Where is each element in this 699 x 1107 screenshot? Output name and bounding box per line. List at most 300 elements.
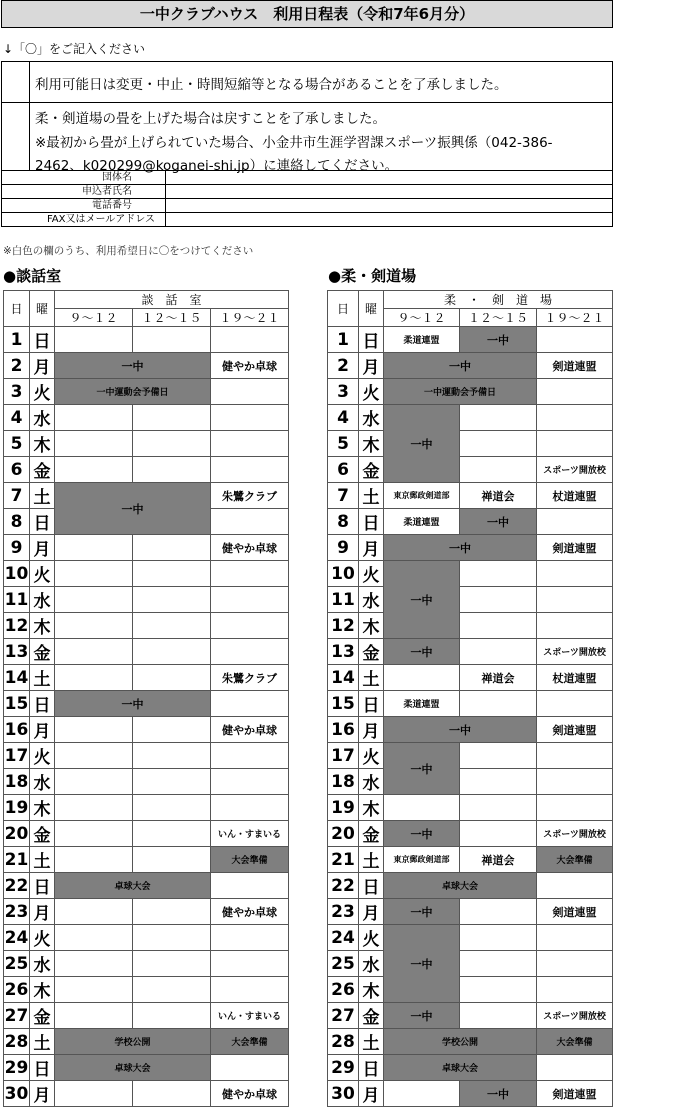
day-number: 24 <box>4 925 30 951</box>
schedule-row <box>328 951 613 977</box>
slot-cell[interactable] <box>55 769 133 795</box>
schedule-row <box>4 483 289 509</box>
slot-cell[interactable] <box>55 665 133 691</box>
booking-cell: 柔道連盟 <box>384 691 460 717</box>
slot-cell[interactable] <box>537 977 613 1003</box>
slot-cell[interactable] <box>537 327 613 353</box>
slot-cell[interactable] <box>537 587 613 613</box>
booking-cell: 健やか卓球 <box>211 1081 289 1107</box>
day-number: 3 <box>4 379 30 405</box>
slot-cell[interactable] <box>133 795 211 821</box>
schedule-row <box>328 873 613 899</box>
day-number: 4 <box>4 405 30 431</box>
day-of-week: 水 <box>30 769 55 795</box>
booking-cell: 一中 <box>55 353 211 379</box>
slot-cell[interactable] <box>133 1003 211 1029</box>
slot-cell[interactable] <box>211 639 289 665</box>
day-of-week: 日 <box>359 873 384 899</box>
day-number: 15 <box>4 691 30 717</box>
slot-cell[interactable] <box>55 327 133 353</box>
day-number: 6 <box>328 457 359 483</box>
day-number: 17 <box>328 743 359 769</box>
header-slot: １２～１５ <box>133 309 211 327</box>
day-number: 9 <box>328 535 359 561</box>
section-title-judo: ●柔・剣道場 <box>328 267 417 285</box>
day-number: 14 <box>328 665 359 691</box>
schedule-row <box>4 899 289 925</box>
day-of-week: 木 <box>30 795 55 821</box>
slot-cell[interactable] <box>211 873 289 899</box>
slot-cell[interactable] <box>211 925 289 951</box>
slot-cell[interactable] <box>460 951 537 977</box>
header-slot: ９～１２ <box>55 309 133 327</box>
booking-cell: 禅道会 <box>460 483 537 509</box>
day-of-week: 日 <box>359 509 384 535</box>
slot-cell[interactable] <box>55 405 133 431</box>
schedule-row <box>328 353 613 379</box>
acknowledgement-line-4: 2462、k020299@koganei-shi.jp）に連絡してください。 <box>35 158 399 174</box>
day-number: 21 <box>4 847 30 873</box>
schedule-row <box>328 327 613 353</box>
schedule-row <box>328 977 613 1003</box>
slot-cell[interactable] <box>537 405 613 431</box>
slot-cell[interactable] <box>133 535 211 561</box>
slot-cell[interactable] <box>211 977 289 1003</box>
booking-cell: 一中 <box>384 821 460 847</box>
slot-cell[interactable] <box>55 561 133 587</box>
slot-cell[interactable] <box>460 1003 537 1029</box>
day-number: 16 <box>328 717 359 743</box>
schedule-row <box>4 665 289 691</box>
booking-cell: 健やか卓球 <box>211 353 289 379</box>
day-of-week: 土 <box>30 1029 55 1055</box>
schedule-row <box>4 379 289 405</box>
slot-cell[interactable] <box>460 795 537 821</box>
day-of-week: 土 <box>359 665 384 691</box>
day-of-week: 水 <box>359 951 384 977</box>
day-number: 26 <box>4 977 30 1003</box>
booking-cell: 東京郵政剣道部 <box>384 847 460 873</box>
schedule-row <box>4 769 289 795</box>
slot-cell[interactable] <box>133 665 211 691</box>
schedule-row <box>328 405 613 431</box>
booking-cell: 大会準備 <box>537 847 613 873</box>
booking-cell: 一中 <box>460 509 537 535</box>
acknowledgement-check-2[interactable] <box>2 103 30 170</box>
day-of-week: 日 <box>359 327 384 353</box>
slot-cell[interactable] <box>211 587 289 613</box>
phone-field[interactable] <box>166 199 613 213</box>
schedule-row <box>4 1029 289 1055</box>
header-slot: １９～２１ <box>211 309 289 327</box>
day-of-week: 火 <box>30 743 55 769</box>
day-number: 7 <box>328 483 359 509</box>
day-of-week: 火 <box>359 561 384 587</box>
day-number: 22 <box>328 873 359 899</box>
slot-cell[interactable] <box>460 977 537 1003</box>
day-of-week: 火 <box>30 379 55 405</box>
slot-cell[interactable] <box>133 1081 211 1107</box>
slot-cell[interactable] <box>55 431 133 457</box>
schedule-row <box>4 327 289 353</box>
day-number: 8 <box>4 509 30 535</box>
header-room: 談 話 室 <box>55 291 289 309</box>
booking-cell: スポーツ開放校 <box>537 639 613 665</box>
day-of-week: 水 <box>359 405 384 431</box>
org-name-field[interactable] <box>166 171 613 185</box>
day-of-week: 金 <box>359 457 384 483</box>
schedule-row <box>4 353 289 379</box>
fax-email-field[interactable] <box>166 213 613 227</box>
page-title: 一中クラブハウス 利用日程表（令和7年6月分） <box>1 0 613 28</box>
slot-cell[interactable] <box>211 509 289 535</box>
booking-cell: スポーツ開放校 <box>537 821 613 847</box>
booking-cell: 卓球大会 <box>384 873 537 899</box>
slot-cell[interactable] <box>460 561 537 587</box>
day-number: 26 <box>328 977 359 1003</box>
schedule-row <box>4 821 289 847</box>
slot-cell[interactable] <box>537 561 613 587</box>
slot-cell[interactable] <box>460 925 537 951</box>
day-number: 5 <box>4 431 30 457</box>
slot-cell[interactable] <box>55 743 133 769</box>
phone-label: 電話番号 <box>2 199 166 213</box>
slot-cell[interactable] <box>384 1081 460 1107</box>
day-number: 1 <box>328 327 359 353</box>
slot-cell[interactable] <box>133 431 211 457</box>
schedule-row <box>4 639 289 665</box>
booking-cell: 大会準備 <box>537 1029 613 1055</box>
slot-cell[interactable] <box>55 795 133 821</box>
slot-cell[interactable] <box>384 665 460 691</box>
booking-cell: 剣道連盟 <box>537 899 613 925</box>
slot-cell[interactable] <box>460 405 537 431</box>
schedule-row <box>328 613 613 639</box>
slot-cell[interactable] <box>55 1081 133 1107</box>
day-of-week: 木 <box>359 795 384 821</box>
booking-cell: 大会準備 <box>211 847 289 873</box>
day-of-week: 金 <box>30 821 55 847</box>
schedule-row <box>328 717 613 743</box>
slot-cell[interactable] <box>460 639 537 665</box>
schedule-row <box>4 691 289 717</box>
slot-cell[interactable] <box>460 587 537 613</box>
day-of-week: 木 <box>359 613 384 639</box>
booking-cell: いん・すまいる <box>211 1003 289 1029</box>
booking-cell: 柔道連盟 <box>384 327 460 353</box>
slot-cell[interactable] <box>460 431 537 457</box>
danwa-schedule-table <box>3 290 289 1107</box>
day-of-week: 金 <box>359 1003 384 1029</box>
schedule-row <box>328 379 613 405</box>
slot-cell[interactable] <box>211 405 289 431</box>
slot-cell[interactable] <box>211 431 289 457</box>
booking-cell: 東京郵政剣道部 <box>384 483 460 509</box>
slot-cell[interactable] <box>460 743 537 769</box>
slot-cell[interactable] <box>460 769 537 795</box>
slot-cell[interactable] <box>133 613 211 639</box>
slot-cell[interactable] <box>55 535 133 561</box>
slot-cell[interactable] <box>537 925 613 951</box>
booking-cell: 一中 <box>384 353 537 379</box>
slot-cell[interactable] <box>211 561 289 587</box>
schedule-row <box>328 509 613 535</box>
day-of-week: 日 <box>30 327 55 353</box>
applicant-name-field[interactable] <box>166 185 613 199</box>
slot-cell[interactable] <box>133 951 211 977</box>
booking-cell: 学校公開 <box>55 1029 211 1055</box>
schedule-row <box>328 587 613 613</box>
day-number: 11 <box>4 587 30 613</box>
slot-cell[interactable] <box>133 457 211 483</box>
booking-cell: スポーツ開放校 <box>537 1003 613 1029</box>
booking-cell: 一中 <box>384 743 460 795</box>
slot-cell[interactable] <box>211 743 289 769</box>
slot-cell[interactable] <box>55 925 133 951</box>
day-of-week: 月 <box>359 353 384 379</box>
schedule-row <box>328 639 613 665</box>
booking-cell: 一中 <box>384 405 460 483</box>
slot-cell[interactable] <box>211 457 289 483</box>
booking-cell: 卓球大会 <box>55 873 211 899</box>
booking-cell: 剣道連盟 <box>537 717 613 743</box>
booking-cell: 一中 <box>460 327 537 353</box>
day-number: 16 <box>4 717 30 743</box>
slot-cell[interactable] <box>55 847 133 873</box>
slot-cell[interactable] <box>211 951 289 977</box>
slot-cell[interactable] <box>55 639 133 665</box>
day-number: 7 <box>4 483 30 509</box>
booking-cell: スポーツ開放校 <box>537 457 613 483</box>
slot-cell[interactable] <box>460 821 537 847</box>
slot-cell[interactable] <box>133 561 211 587</box>
schedule-row <box>328 925 613 951</box>
schedule-row <box>4 743 289 769</box>
schedule-row <box>4 795 289 821</box>
day-of-week: 日 <box>30 1055 55 1081</box>
booking-cell: 柔道連盟 <box>384 509 460 535</box>
schedule-row <box>328 483 613 509</box>
slot-cell[interactable] <box>211 327 289 353</box>
day-of-week: 水 <box>30 587 55 613</box>
slot-cell[interactable] <box>537 1055 613 1081</box>
booking-cell: 一中 <box>55 483 211 535</box>
schedule-row <box>4 977 289 1003</box>
schedule-row <box>4 1003 289 1029</box>
day-of-week: 土 <box>359 847 384 873</box>
header-room: 柔 ・ 剣 道 場 <box>384 291 613 309</box>
day-of-week: 火 <box>30 561 55 587</box>
day-number: 30 <box>4 1081 30 1107</box>
schedule-row <box>328 561 613 587</box>
day-number: 8 <box>328 509 359 535</box>
day-number: 23 <box>328 899 359 925</box>
instruction-text: ↓「〇」をご記入ください <box>3 42 146 56</box>
slot-cell[interactable] <box>133 847 211 873</box>
slot-cell[interactable] <box>55 977 133 1003</box>
day-number: 10 <box>4 561 30 587</box>
day-of-week: 日 <box>30 873 55 899</box>
schedule-row <box>4 847 289 873</box>
booking-cell: 一中運動会予備日 <box>384 379 537 405</box>
slot-cell[interactable] <box>211 613 289 639</box>
day-number: 19 <box>4 795 30 821</box>
booking-cell: 卓球大会 <box>55 1055 211 1081</box>
booking-cell: 学校公開 <box>384 1029 537 1055</box>
day-number: 5 <box>328 431 359 457</box>
header-dow: 曜 <box>30 291 55 327</box>
schedule-row <box>4 535 289 561</box>
slot-cell[interactable] <box>55 613 133 639</box>
booking-cell: 禅道会 <box>460 847 537 873</box>
day-of-week: 水 <box>30 951 55 977</box>
slot-cell[interactable] <box>460 457 537 483</box>
day-of-week: 土 <box>30 483 55 509</box>
slot-cell[interactable] <box>55 951 133 977</box>
day-of-week: 日 <box>359 1055 384 1081</box>
schedule-row <box>328 1029 613 1055</box>
schedule-row <box>328 535 613 561</box>
slot-cell[interactable] <box>133 639 211 665</box>
slot-cell[interactable] <box>133 717 211 743</box>
day-of-week: 月 <box>359 717 384 743</box>
day-number: 15 <box>328 691 359 717</box>
slot-cell[interactable] <box>133 743 211 769</box>
day-of-week: 火 <box>359 379 384 405</box>
booking-cell: 朱鷺クラブ <box>211 665 289 691</box>
day-of-week: 日 <box>359 691 384 717</box>
slot-cell[interactable] <box>460 613 537 639</box>
slot-cell[interactable] <box>133 925 211 951</box>
day-number: 27 <box>4 1003 30 1029</box>
schedule-row <box>4 613 289 639</box>
acknowledgement-check-1[interactable] <box>2 62 30 103</box>
day-of-week: 月 <box>30 717 55 743</box>
booking-cell: 一中 <box>384 535 537 561</box>
schedule-row <box>4 717 289 743</box>
header-slot: １２～１５ <box>460 309 537 327</box>
slot-cell[interactable] <box>133 899 211 925</box>
day-of-week: 火 <box>359 743 384 769</box>
day-of-week: 木 <box>359 431 384 457</box>
booking-cell: 一中 <box>384 639 460 665</box>
slot-cell[interactable] <box>55 587 133 613</box>
booking-cell: 剣道連盟 <box>537 1081 613 1107</box>
day-of-week: 金 <box>359 639 384 665</box>
slot-cell[interactable] <box>55 717 133 743</box>
applicant-info-table <box>1 170 613 227</box>
booking-cell: 剣道連盟 <box>537 353 613 379</box>
booking-cell: 杖道連盟 <box>537 665 613 691</box>
slot-cell[interactable] <box>460 691 537 717</box>
slot-cell[interactable] <box>537 951 613 977</box>
day-number: 24 <box>328 925 359 951</box>
day-of-week: 木 <box>30 613 55 639</box>
slot-cell[interactable] <box>133 821 211 847</box>
day-of-week: 火 <box>359 925 384 951</box>
slot-cell[interactable] <box>537 873 613 899</box>
slot-cell[interactable] <box>211 769 289 795</box>
day-of-week: 水 <box>359 587 384 613</box>
day-number: 13 <box>328 639 359 665</box>
schedule-row <box>4 457 289 483</box>
acknowledgement-box <box>1 61 613 174</box>
booking-cell: 一中 <box>384 899 460 925</box>
slot-cell[interactable] <box>537 431 613 457</box>
schedule-row <box>328 665 613 691</box>
slot-cell[interactable] <box>133 405 211 431</box>
slot-cell[interactable] <box>133 769 211 795</box>
day-number: 14 <box>4 665 30 691</box>
slot-cell[interactable] <box>55 821 133 847</box>
fax-email-label: FAX又はメールアドレス <box>2 213 166 227</box>
day-number: 25 <box>328 951 359 977</box>
booking-cell: 杖道連盟 <box>537 483 613 509</box>
day-number: 29 <box>4 1055 30 1081</box>
slot-cell[interactable] <box>211 379 289 405</box>
slot-cell[interactable] <box>55 1003 133 1029</box>
slot-cell[interactable] <box>537 795 613 821</box>
slot-cell[interactable] <box>537 743 613 769</box>
acknowledgement-line-2: 柔・剣道場の畳を上げた場合は戻すことを了承しました。 <box>35 111 386 127</box>
slot-cell[interactable] <box>211 795 289 821</box>
slot-cell[interactable] <box>537 691 613 717</box>
day-of-week: 月 <box>30 535 55 561</box>
day-of-week: 月 <box>359 535 384 561</box>
day-number: 13 <box>4 639 30 665</box>
day-number: 2 <box>328 353 359 379</box>
day-of-week: 月 <box>30 353 55 379</box>
schedule-row <box>4 925 289 951</box>
booking-cell: 一中 <box>384 717 537 743</box>
slot-cell[interactable] <box>133 327 211 353</box>
schedule-row <box>328 899 613 925</box>
day-number: 10 <box>328 561 359 587</box>
slot-cell[interactable] <box>460 899 537 925</box>
schedule-row <box>328 1055 613 1081</box>
booking-cell: 剣道連盟 <box>537 535 613 561</box>
slot-cell[interactable] <box>211 1055 289 1081</box>
slot-cell[interactable] <box>537 769 613 795</box>
slot-cell[interactable] <box>133 587 211 613</box>
slot-cell[interactable] <box>537 613 613 639</box>
header-dow: 曜 <box>359 291 384 327</box>
day-of-week: 土 <box>359 483 384 509</box>
booking-cell: 健やか卓球 <box>211 535 289 561</box>
day-number: 27 <box>328 1003 359 1029</box>
header-day: 日 <box>328 291 359 327</box>
day-number: 21 <box>328 847 359 873</box>
slot-cell[interactable] <box>537 379 613 405</box>
header-slot: ９～１２ <box>384 309 460 327</box>
slot-cell[interactable] <box>133 977 211 1003</box>
day-number: 12 <box>4 613 30 639</box>
day-number: 28 <box>4 1029 30 1055</box>
slot-cell[interactable] <box>384 795 460 821</box>
slot-cell[interactable] <box>537 509 613 535</box>
day-of-week: 水 <box>30 405 55 431</box>
schedule-row <box>4 405 289 431</box>
day-number: 30 <box>328 1081 359 1107</box>
schedule-row <box>328 769 613 795</box>
day-number: 3 <box>328 379 359 405</box>
slot-cell[interactable] <box>55 899 133 925</box>
day-number: 4 <box>328 405 359 431</box>
slot-cell[interactable] <box>211 691 289 717</box>
day-number: 20 <box>4 821 30 847</box>
schedule-row <box>4 561 289 587</box>
slot-cell[interactable] <box>55 457 133 483</box>
